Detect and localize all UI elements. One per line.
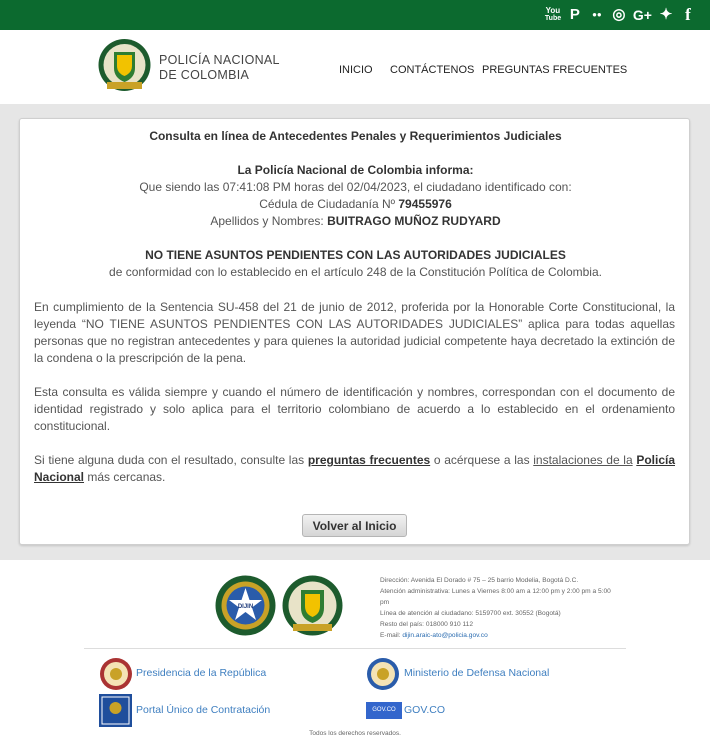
- logo-line2: DE COLOMBIA: [159, 68, 250, 82]
- site-header: [0, 30, 710, 104]
- cedula-label: Cédula de Ciudadanía Nº: [259, 197, 396, 211]
- top-bar: [0, 0, 710, 30]
- pinterest-icon[interactable]: P: [569, 6, 580, 23]
- govco-badge-icon[interactable]: GOV.CO: [366, 702, 402, 719]
- result-status: NO TIENE ASUNTOS PENDIENTES CON LAS AUTORIDADES JUDICIALES: [145, 248, 566, 262]
- card-title: Consulta en línea de Antecedentes Penales y Requerimientos Judiciales: [149, 129, 562, 143]
- volver-al-inicio-button[interactable]: Volver al Inicio: [302, 514, 407, 537]
- consult-time-line: Que siendo las 07:41:08 PM horas del 02/04/2023, el ciudadano identificado con:: [139, 180, 572, 194]
- footer-rest: Resto del país: 018000 910 112: [380, 621, 473, 628]
- twitter-icon[interactable]: ✦: [659, 6, 673, 23]
- mindefensa-seal-icon[interactable]: [366, 657, 400, 691]
- flickr-icon[interactable]: ●●: [592, 10, 602, 19]
- nav-preguntas-frecuentes[interactable]: PREGUNTAS FRECUENTES: [482, 64, 628, 76]
- presidencia-seal-icon[interactable]: [99, 657, 133, 691]
- contratacion-link[interactable]: Portal Único de Contratación: [136, 704, 271, 716]
- nombres-label: Apellidos y Nombres:: [210, 214, 324, 228]
- nombres-value: BUITRAGO MUÑOZ RUDYARD: [327, 214, 501, 228]
- dijin-emblem-icon: [214, 574, 277, 637]
- sentencia-paragraph: En cumplimiento de la Sentencia SU-458 del 21 de junio de 2012, proferida por la Honorable Corte Constitucional, la leyenda “NO TIENE ASUNTOS PENDIENTES CON LAS AUTORIDADES JUDICIALES” aplica para todas aquellas personas que no registran antecedentes y para quienes la autoridad judicial competente haya decretado la extinción de la condena o la prescripción de la pena.: [34, 300, 675, 365]
- footer-email-line: E-mail: dijin.araic-ato@policia.gov.co: [380, 632, 488, 639]
- preguntas-frecuentes-link[interactable]: preguntas frecuentes: [307, 453, 431, 467]
- social-links: [545, 5, 696, 25]
- policia-nacional-link[interactable]: Policía Nacional: [34, 453, 675, 484]
- footer-divider: [84, 648, 626, 649]
- footer-attention: Atención administrativa: Lunes a Viernes 8:00 am a 12:00 pm y 2:00 pm a 5:00 pm: [380, 588, 611, 606]
- footer-email-link[interactable]: dijin.araic-ato@policia.gov.co: [402, 632, 488, 639]
- mindefensa-link[interactable]: Ministerio de Defensa Nacional: [404, 667, 550, 679]
- footer-rights: Todos los derechos reservados.: [309, 730, 401, 737]
- cedula-value: 79455976: [398, 197, 452, 211]
- doubts-paragraph: Si tiene alguna duda con el resultado, consulte las preguntas frecuentes o acérquese a las instalaciones de la Policía Nacional más cercanas.: [34, 453, 675, 484]
- logo-line1: POLICÍA NACIONAL: [159, 53, 280, 67]
- youtube-icon[interactable]: You Tube: [544, 6, 562, 22]
- contratacion-logo-icon[interactable]: [99, 694, 132, 727]
- nav-inicio[interactable]: INICIO: [339, 64, 373, 76]
- instagram-icon[interactable]: ◎: [612, 6, 626, 23]
- result-card: [19, 118, 690, 545]
- validity-paragraph: Esta consulta es válida siempre y cuando el número de identificación y nombres, correspondan con el documento de identidad registrado y solo aplica para el territorio colombiano de acuerdo a lo establecido en el ordenamiento constitucional.: [34, 385, 675, 433]
- nav-contactenos[interactable]: CONTÁCTENOS: [390, 64, 475, 76]
- facebook-icon[interactable]: f: [685, 5, 691, 24]
- presidencia-link[interactable]: Presidencia de la República: [136, 667, 267, 679]
- result-subtext: de conformidad con lo establecido en el artículo 248 de la Constitución Política de Colombia.: [109, 265, 602, 279]
- google-plus-icon[interactable]: G+: [632, 7, 652, 23]
- footer-phone: Línea de atención al ciudadano: 5159700 ext. 30552 (Bogotá): [380, 610, 561, 617]
- instalaciones-link[interactable]: instalaciones de la: [533, 453, 633, 467]
- govco-link[interactable]: GOV.CO: [404, 704, 446, 716]
- footer-address: Dirección: Avenida El Dorado # 75 – 25 barrio Modelia, Bogotá D.C.: [380, 577, 579, 584]
- informa-heading: La Policía Nacional de Colombia informa:: [237, 163, 474, 177]
- nombres-line: [20, 214, 691, 228]
- logo-text[interactable]: [159, 53, 280, 83]
- policia-emblem-icon[interactable]: [97, 38, 152, 94]
- cedula-line: [20, 197, 691, 211]
- dijin-label: DIJIN: [237, 604, 254, 610]
- policia-footer-emblem-icon: [281, 574, 344, 637]
- footer-contact-info: [380, 575, 620, 641]
